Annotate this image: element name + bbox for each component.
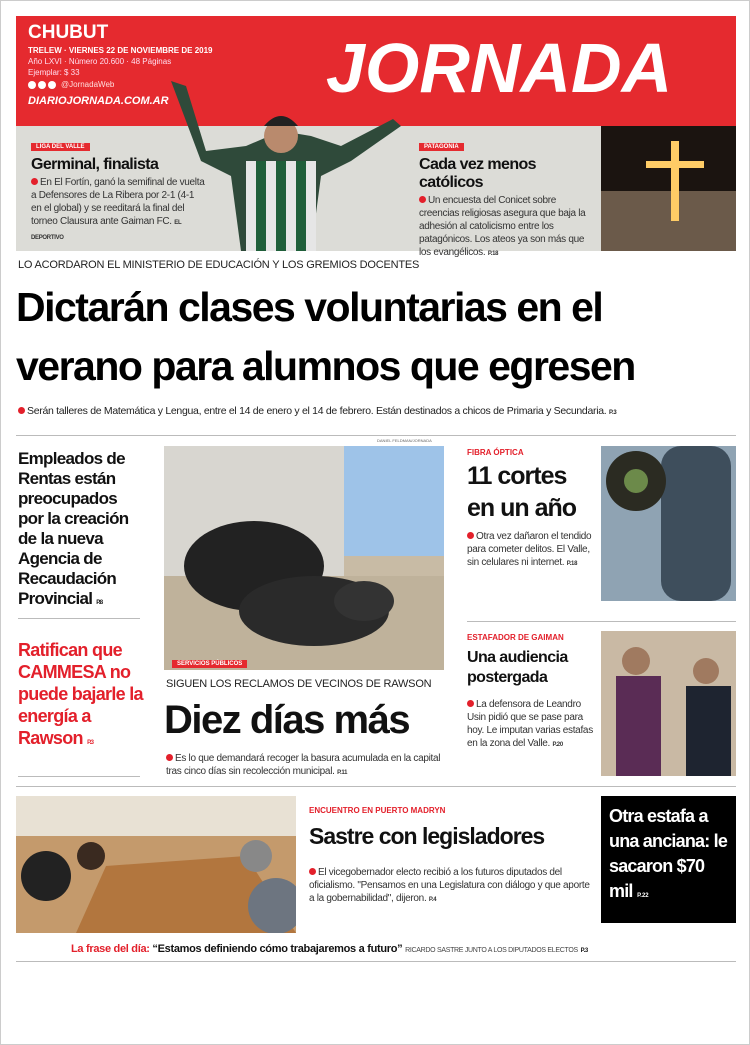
divider bbox=[18, 776, 140, 777]
section: EL DEPORTIVO bbox=[31, 220, 182, 241]
divider bbox=[467, 621, 736, 622]
summary: La defensora de Leandro Usin pidió que se pase para hoy. Le imputan varias estafas en la zona del Valle. bbox=[467, 699, 593, 749]
kicker: ENCUENTRO EN PUERTO MADRYN bbox=[309, 806, 446, 815]
court-photo bbox=[601, 631, 736, 776]
headline: 11 cortes en un año bbox=[467, 462, 577, 522]
page-ref: P.20 bbox=[552, 742, 563, 748]
story-catolicos[interactable] bbox=[419, 135, 597, 261]
kicker: ESTAFADOR DE GAIMAN bbox=[467, 633, 564, 642]
page-ref: P.18 bbox=[566, 561, 578, 567]
headline: Ratifican que CAMMESA no puede bajarle la energía a Rawson bbox=[18, 640, 143, 748]
people-image bbox=[601, 631, 736, 776]
social-handle: @JornadaWeb bbox=[61, 80, 115, 89]
story-fibra[interactable] bbox=[467, 448, 595, 571]
quote-attribution: RICARDO SASTRE JUNTO A LOS DIPUTADOS ELECTOS bbox=[405, 947, 578, 954]
cross-image bbox=[601, 126, 736, 251]
price: Ejemplar: $ 33 bbox=[28, 68, 80, 77]
page-ref: P.18 bbox=[487, 251, 499, 257]
center-headline[interactable]: Diez días más bbox=[164, 698, 410, 742]
twitter-icon bbox=[38, 81, 46, 89]
garbage-image bbox=[164, 446, 444, 670]
social-links bbox=[28, 80, 114, 89]
divider bbox=[16, 435, 736, 436]
meeting-image bbox=[16, 796, 296, 933]
center-kicker: SIGUEN LOS RECLAMOS DE VECINOS DE RAWSON bbox=[166, 678, 432, 690]
story-cammesa[interactable] bbox=[18, 639, 143, 754]
story-audiencia[interactable] bbox=[467, 633, 595, 752]
instagram-icon bbox=[48, 81, 56, 89]
colosseum-photo bbox=[601, 126, 736, 251]
bullet-icon bbox=[467, 532, 474, 539]
bullet-icon bbox=[419, 196, 426, 203]
summary: El vicegobernador electo recibió a los futuros diputados del oficialismo. "Pensamos en una Legislatura con diálogo y que aporte a la gobernabilidad", dijeron. bbox=[309, 867, 590, 904]
page-ref: P.22 bbox=[637, 893, 649, 899]
website-link[interactable]: DIARIOJORNADA.COM.AR bbox=[28, 95, 169, 107]
lead-kicker: LO ACORDARON EL MINISTERIO DE EDUCACIÓN Y LOS GREMIOS DOCENTES bbox=[18, 259, 420, 271]
headline: Una audiencia postergada bbox=[467, 649, 568, 686]
divider bbox=[16, 786, 736, 787]
story-sastre[interactable] bbox=[309, 806, 594, 907]
lead-deck bbox=[18, 405, 734, 417]
logo: JORNADA bbox=[326, 29, 673, 107]
page-ref: P.8 bbox=[96, 600, 103, 606]
summary: En El Fortín, ganó la semifinal de vuelta a Defensores de La Ribera por 2-1 (4-1 en el global) y se reeditará la final del torneo Clausura ante Gaiman FC. bbox=[31, 177, 205, 227]
bullet-icon bbox=[18, 407, 25, 414]
story-rentas[interactable] bbox=[18, 449, 143, 613]
headline: Sastre con legisladores bbox=[309, 823, 545, 849]
garbage-photo bbox=[164, 446, 444, 670]
page-ref: P.3 bbox=[609, 410, 617, 416]
meeting-photo bbox=[16, 796, 296, 933]
story-germinal[interactable] bbox=[31, 135, 211, 245]
headline: Germinal, finalista bbox=[31, 156, 159, 173]
summary: Es lo que demandará recoger la basura acumulada en la capital tras cinco días sin recolección municipal. bbox=[166, 753, 441, 777]
divider bbox=[16, 961, 736, 962]
kicker: FIBRA ÓPTICA bbox=[467, 448, 524, 457]
facebook-icon bbox=[28, 81, 36, 89]
center-summary bbox=[166, 752, 446, 780]
summary: Un encuesta del Conicet sobre creencias religiosas asegura que baja la adhesión al catolicismo entre los patagónicos. Los ateos ya son más que los evangélicos. bbox=[419, 195, 586, 258]
bullet-icon bbox=[309, 868, 316, 875]
page-ref: P.3 bbox=[580, 948, 588, 954]
headline: Cada vez menos católicos bbox=[419, 156, 536, 191]
region: CHUBUT bbox=[28, 22, 109, 43]
quote-label: La frase del día: bbox=[71, 943, 150, 955]
divider bbox=[18, 618, 140, 619]
headline: Otra estafa a una anciana: le sacaron $70 mil bbox=[609, 806, 728, 901]
bullet-icon bbox=[166, 754, 173, 761]
tag: LIGA DEL VALLE bbox=[31, 143, 90, 151]
lead-headline-1[interactable]: Dictarán clases voluntarias en el bbox=[16, 284, 603, 330]
photo-tag: SERVICIOS PÚBLICOS bbox=[172, 660, 247, 668]
photo-credit: DANIEL FELDMAN/JORNADA bbox=[377, 438, 432, 443]
story-estafa-box[interactable] bbox=[601, 796, 736, 923]
bullet-icon bbox=[467, 700, 474, 707]
tag: PATAGONIA bbox=[419, 143, 464, 151]
summary: Otra vez dañaron el tendido para cometer delitos. El Valle, sin celulares ni internet. bbox=[467, 531, 592, 568]
page-ref: P.3 bbox=[87, 740, 94, 746]
quote-text: “Estamos definiendo cómo trabajaremos a futuro” bbox=[152, 943, 403, 955]
deck-text: Serán talleres de Matemática y Lengua, entre el 14 de enero y el 14 de febrero. Están destinados a chicos de Primaria y Secundaria. bbox=[27, 405, 607, 417]
edition: Año LXVI · Número 20.600 · 48 Páginas bbox=[28, 57, 172, 66]
date: TRELEW · VIERNES 22 DE NOVIEMBRE DE 2019 bbox=[28, 46, 213, 55]
lead-headline-2[interactable]: verano para alumnos que egresen bbox=[16, 343, 635, 389]
page-ref: P.4 bbox=[428, 897, 437, 903]
cable-image bbox=[601, 446, 736, 601]
page-ref: P.11 bbox=[337, 770, 348, 776]
headline: Empleados de Rentas están preocupados por la creación de la nueva Agencia de Recaudación Provincial bbox=[18, 449, 129, 608]
cable-photo bbox=[601, 446, 736, 601]
quote-of-the-day bbox=[71, 943, 736, 955]
bullet-icon bbox=[31, 178, 38, 185]
